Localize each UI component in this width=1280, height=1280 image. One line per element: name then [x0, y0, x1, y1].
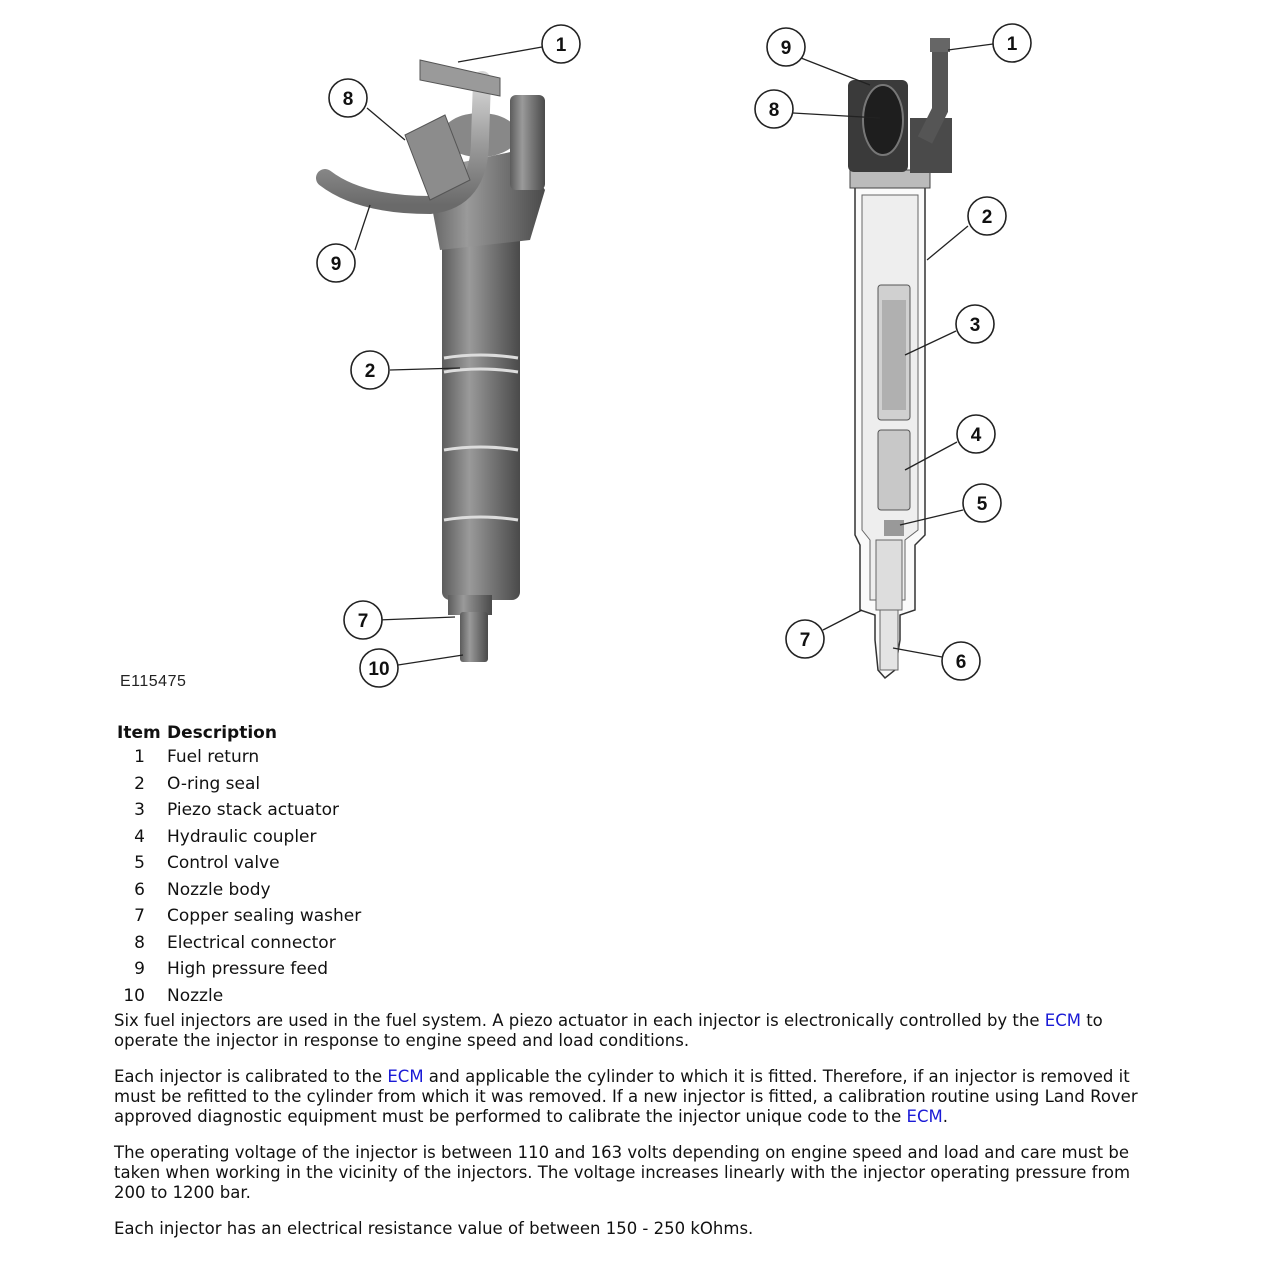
item-number: 4: [134, 826, 145, 847]
item-number: 7: [134, 906, 145, 927]
svg-text:7: 7: [799, 630, 811, 651]
figure-id: E115475: [120, 673, 187, 690]
header-item: Item: [117, 723, 161, 743]
table-row: [117, 850, 361, 877]
paragraph-2: Each injector is calibrated to the ECM and applicable the cylinder to which it is fitted. Therefore, if an injector is removed it must be refitted to the cylinder from which it was removed. If a new injector is fitted, a calibration routine using Land Rover approved diagnostic equipment must be performed to calibrate the injector unique code to the ECM.: [114, 1067, 1138, 1126]
callout-right-6: [942, 642, 980, 680]
svg-text:3: 3: [969, 315, 981, 336]
item-number: 5: [134, 853, 145, 874]
svg-text:9: 9: [780, 38, 792, 59]
callout-left-8: [329, 79, 367, 117]
table-row: [117, 930, 361, 957]
paragraph-3: The operating voltage of the injector is between 110 and 163 volts depending on engine speed and load and care must be taken when working in the vicinity of the injectors. The voltage increases linearly with the injector operating pressure from 200 to 1200 bar.: [114, 1143, 1131, 1202]
svg-text:4: 4: [970, 425, 982, 446]
svg-text:8: 8: [342, 89, 354, 110]
item-description: Nozzle body: [167, 879, 271, 900]
callout-left-7: [344, 601, 382, 639]
body-text: [114, 1011, 1154, 1255]
table-row: [117, 771, 361, 798]
table-row: [117, 983, 361, 1010]
item-description: Fuel return: [167, 747, 260, 768]
item-number: 2: [134, 773, 145, 794]
item-number: 10: [123, 985, 145, 1006]
item-number: 9: [134, 959, 145, 980]
ecm-link[interactable]: ECM: [387, 1067, 424, 1086]
callout-right-8: [755, 90, 793, 128]
callout-left-1: [542, 25, 580, 63]
table-row: [117, 956, 361, 983]
svg-text:2: 2: [364, 361, 376, 382]
item-description: Nozzle: [167, 985, 224, 1006]
callout-left-10: [360, 649, 398, 687]
item-number: 1: [134, 747, 145, 768]
table-row: [117, 877, 361, 904]
svg-text:8: 8: [768, 100, 780, 121]
item-description: Electrical connector: [167, 932, 336, 953]
callout-right-1: [993, 24, 1031, 62]
item-description: Piezo stack actuator: [167, 800, 340, 821]
item-description: Control valve: [167, 853, 280, 874]
item-number: 8: [134, 932, 145, 953]
item-description: Hydraulic coupler: [167, 826, 317, 847]
callout-right-2: [968, 197, 1006, 235]
callout-right-9: [767, 28, 805, 66]
table-header: [117, 722, 361, 744]
callout-right-3: [956, 305, 994, 343]
ecm-link[interactable]: ECM: [906, 1107, 943, 1126]
callout-left-9: [317, 244, 355, 282]
svg-text:10: 10: [368, 659, 390, 680]
item-description: Copper sealing washer: [167, 906, 362, 927]
svg-text:9: 9: [330, 254, 342, 275]
svg-text:6: 6: [955, 652, 967, 673]
table-row: [117, 824, 361, 851]
svg-text:2: 2: [981, 207, 993, 228]
item-description: High pressure feed: [167, 959, 329, 980]
header-description: Description: [167, 723, 277, 743]
item-number: 6: [134, 879, 145, 900]
table-row: [117, 797, 361, 824]
injector-cutaway-view: [848, 38, 952, 678]
svg-text:1: 1: [1006, 34, 1018, 55]
paragraph-4: Each injector has an electrical resistance value of between 150 - 250 kOhms.: [114, 1219, 754, 1238]
paragraph-1: Six fuel injectors are used in the fuel system. A piezo actuator in each injector is electronically controlled by the ECM to operate the injector in response to engine speed and load conditions.: [114, 1011, 1103, 1050]
callout-left-2: [351, 351, 389, 389]
callout-right-7: [786, 620, 824, 658]
table-row: [117, 744, 361, 771]
ecm-link[interactable]: ECM: [1044, 1011, 1081, 1030]
callout-right-5: [963, 484, 1001, 522]
item-number: 3: [134, 800, 145, 821]
callout-right-4: [957, 415, 995, 453]
svg-text:5: 5: [976, 494, 988, 515]
svg-text:7: 7: [357, 611, 369, 632]
item-description: O-ring seal: [167, 773, 261, 794]
svg-text:1: 1: [555, 35, 567, 56]
table-row: [117, 903, 361, 930]
item-description-table: [117, 722, 361, 1009]
